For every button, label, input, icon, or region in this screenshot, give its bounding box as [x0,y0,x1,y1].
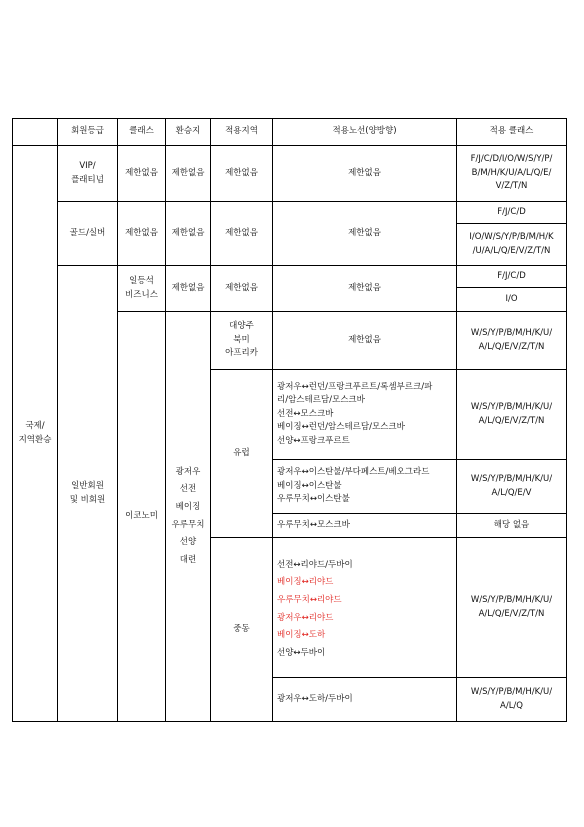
class-line: W/S/Y/P/B/M/H/K/U/ [470,686,553,697]
class-line: A/L/Q/E/V [491,487,532,498]
class-line: A/L/Q/E/V/Z/T/N [478,608,545,619]
route-cell [273,370,457,460]
cell-unlimited: 제한없음 [211,266,273,312]
hub-item: 광저우 [175,466,201,477]
class-line: W/S/Y/P/B/M/H/K/U/ [470,473,553,484]
class-cell [457,146,567,202]
table-row [13,202,567,224]
class-line: F/J/C/D/I/O/W/S/Y/P/ [470,154,553,165]
route-cell [273,460,457,514]
tier-vip [58,146,118,202]
tier-line: 일반회원 [71,480,104,491]
route-line-highlight: 광저우↔리야드 [277,612,334,623]
route-line: 선전↔모스크바 [277,408,334,419]
class-name-line: 일등석 [129,275,154,286]
route-line-highlight: 베이징↔도하 [277,630,326,641]
class-cell: 해당 없음 [457,514,567,538]
cell-unlimited: 제한없음 [166,266,211,312]
hub-item: 베이징 [175,501,201,512]
region-line: 북미 [233,334,250,345]
class-cell [457,312,567,370]
class-name-line: 비즈니스 [125,289,158,300]
scope-cell [13,146,58,722]
header-blank [13,119,58,146]
class-line: V/Z/T/N [495,181,528,192]
class-line: W/S/Y/P/B/M/H/K/U/ [470,327,553,338]
class-cell [457,460,567,514]
region-americas [211,312,273,370]
header-transfer-hub: 환승지 [166,119,211,146]
scope-line: 지역환승 [18,434,52,445]
region-line: 대양주 [229,321,254,332]
cell-unlimited: 제한없음 [166,202,211,266]
hub-item: 선전 [179,484,197,495]
header-member-tier: 회원등급 [58,119,118,146]
cell-unlimited: 제한없음 [273,202,457,266]
tier-line: 플래티넘 [71,174,104,185]
route-line: 선양↔두바이 [277,647,326,658]
table-row [13,146,567,202]
class-economy: 이코노미 [118,312,166,722]
class-line: W/S/Y/P/B/M/H/K/U/ [470,594,553,605]
scope-line: 국제/ [25,420,45,431]
route-cell [273,538,457,678]
route-cell: 우루무치↔모스크바 [273,514,457,538]
header-applicable-class: 적용 클래스 [457,119,567,146]
hub-item: 우루무치 [171,519,205,530]
class-cell: F/J/C/D [457,266,567,288]
class-cell [457,538,567,678]
hub-item: 대련 [179,554,197,565]
table-row [13,266,567,288]
route-line: 광저우↔런던/프랑크푸르트/록셈부르크/파 [277,381,433,392]
header-class: 클래스 [118,119,166,146]
cell-unlimited: 제한없음 [211,146,273,202]
cell-unlimited: 제한없음 [166,146,211,202]
tier-general [58,266,118,722]
region-mideast: 중동 [211,538,273,722]
class-cell [457,224,567,266]
class-line: /U/A/L/Q/E/V/Z/T/N [472,245,551,256]
header-route: 적용노선(양방향) [273,119,457,146]
route-line: 광저우↔이스탄불/부다페스트/베오그라드 [277,467,430,478]
tier-line: 및 비회원 [69,494,106,505]
class-line: W/S/Y/P/B/M/H/K/U/ [470,401,553,412]
route-line-highlight: 우루무치↔리야드 [277,594,342,605]
route-line-highlight: 베이징↔리야드 [277,577,334,588]
region-line: 아프리카 [225,348,258,359]
cell-unlimited: 제한없음 [273,266,457,312]
route-line: 베이징↔런던/암스테르담/모스크바 [277,422,405,433]
header-region: 적용지역 [211,119,273,146]
class-line: A/L/Q [500,700,523,711]
class-cell [457,370,567,460]
cell-unlimited: 제한없음 [118,146,166,202]
class-line: B/M/H/K/U/A/L/Q/E/ [471,167,552,178]
tier-line: VIP/ [79,160,96,171]
class-line: A/L/Q/E/V/Z/T/N [478,341,545,352]
hub-item: 선양 [179,537,197,548]
class-line: A/L/Q/E/V/Z/T/N [478,415,545,426]
transfer-rules-table [12,118,567,722]
route-line: 베이징↔이스탄불 [277,480,342,491]
region-europe: 유럽 [211,370,273,538]
route-cell: 광저우↔도하/두바이 [273,678,457,722]
class-first-business [118,266,166,312]
route-line: 선전↔리야드/두바이 [277,559,353,570]
cell-unlimited: 제한없음 [273,146,457,202]
route-line: 우루무치↔이스탄불 [277,494,350,505]
route-line: 리/암스테르담/모스크바 [277,395,365,406]
class-line: I/O/W/S/Y/P/B/M/H/K [469,231,554,242]
header-row [13,119,567,146]
cell-unlimited: 제한없음 [118,202,166,266]
route-line: 선양↔프랑크푸르트 [277,435,350,446]
class-cell: F/J/C/D [457,202,567,224]
cell-unlimited: 제한없음 [211,202,273,266]
hub-list [166,312,211,722]
cell-unlimited: 제한없음 [273,312,457,370]
tier-gold: 골드/실버 [58,202,118,266]
class-cell [457,678,567,722]
class-cell: I/O [457,288,567,312]
